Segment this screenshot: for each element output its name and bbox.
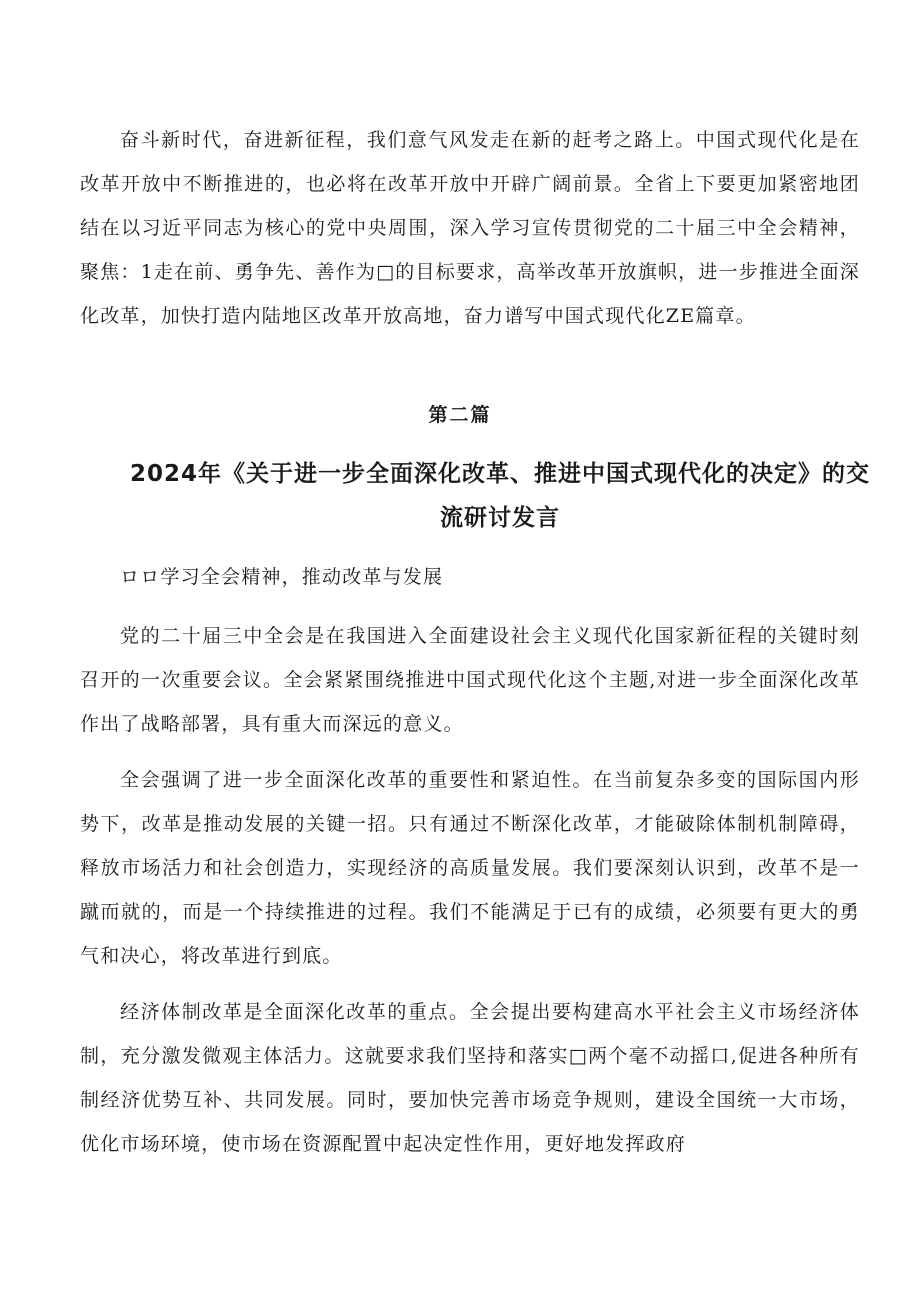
document-title: 2024年《关于进一步全面深化改革、推进中国式现代化的决定》的交流研讨发言 (129, 461, 870, 531)
subheading: ロロ学习全会精神，推动改革与发展 (120, 566, 444, 588)
intro-paragraph: 奋斗新时代，奋进新征程，我们意气风发走在新的赶考之路上。中国式现代化是在改革开放中不断推进的，也必将在改革开放中开辟广阔前景。全省上下要更加紧密地团结在以习近平同志为核心的党中央周围，深入学习宣传贯彻党的二十届三中全会精神，聚焦：1走在前、勇争先、善作为□的目标要求，高举改革开放旗帜，进一步推进全面深化改革，加快打造内陆地区改革开放高地，奋力谱写中国式现代化ZE篇章。 (80, 129, 860, 327)
body-paragraph: 经济体制改革是全面深化改革的重点。全会提出要构建高水平社会主义市场经济体制，充分激发微观主体活力。这就要求我们坚持和落实□两个毫不动摇口,促进各种所有制经济优势互补、共同发展。同时，要加快完善市场竞争规则，建设全国统一大市场，优化市场环境，使市场在资源配置中起决定性作用，更好地发挥政府 (80, 1001, 860, 1155)
section-label: 第二篇 (428, 404, 492, 426)
body-paragraph: 党的二十届三中全会是在我国进入全面建设社会主义现代化国家新征程的关键时刻召开的一次重要会议。全会紧紧围绕推进中国式现代化这个主题,对进一步全面深化改革作出了战略部署，具有重大而深远的意义。 (80, 625, 860, 735)
body-paragraph: 全会强调了进一步全面深化改革的重要性和紧迫性。在当前复杂多变的国际国内形势下，改革是推动发展的关键一招。只有通过不断深化改革，才能破除体制机制障碍，释放市场活力和社会创造力，实现经济的高质量发展。我们要深刻认识到，改革不是一蹴而就的，而是一个持续推进的过程。我们不能满足于已有的成绩，必须要有更大的勇气和决心，将改革进行到底。 (80, 769, 860, 967)
